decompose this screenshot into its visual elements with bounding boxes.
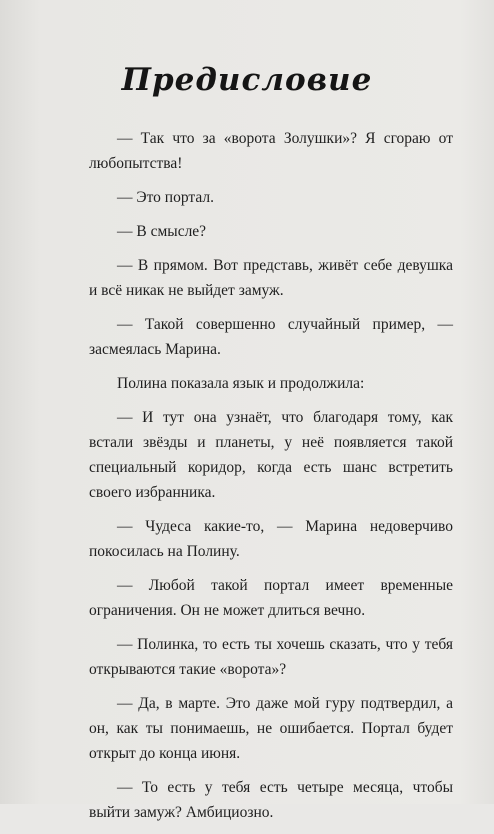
page-body [89,126,453,834]
paragraph: Полина показала язык и продолжила: [117,375,365,392]
paragraph: — Любой такой портал имеет временные ограничения. Он не может длиться вечно. [89,577,453,619]
paragraph: — В прямом. Вот представь, живёт себе девушка и всё никак не выйдет замуж. [89,257,453,299]
paragraph: — Чудеса какие-то, — Марина недоверчиво покосилась на Полину. [89,518,453,560]
paragraph: — Это портал. [117,189,214,206]
paragraph: — Да, в марте. Это даже мой гуру подтвердил, а он, как ты понимаешь, не ошибается. Портал будет открыт до конца июня. [89,695,453,762]
paragraph: — Такой совершенно случайный пример, — засмеялась Марина. [89,316,453,358]
paragraph: — Так что за «ворота Золушки»? Я сгораю от любопытства! [89,130,453,172]
paragraph: — Полинка, то есть ты хочешь сказать, что у тебя открываются такие «ворота»? [89,636,453,678]
paragraph: — То есть у тебя есть четыре месяца, чтобы выйти замуж? Амбициозно. [89,779,453,821]
paragraph: — В смысле? [117,223,207,240]
chapter-title: Предисловие [121,62,373,98]
paragraph: — И тут она узнаёт, что благодаря тому, как встали звёзды и планеты, у неё появляется такой специальный коридор, когда есть шанс встретить своего избранника. [89,409,453,501]
